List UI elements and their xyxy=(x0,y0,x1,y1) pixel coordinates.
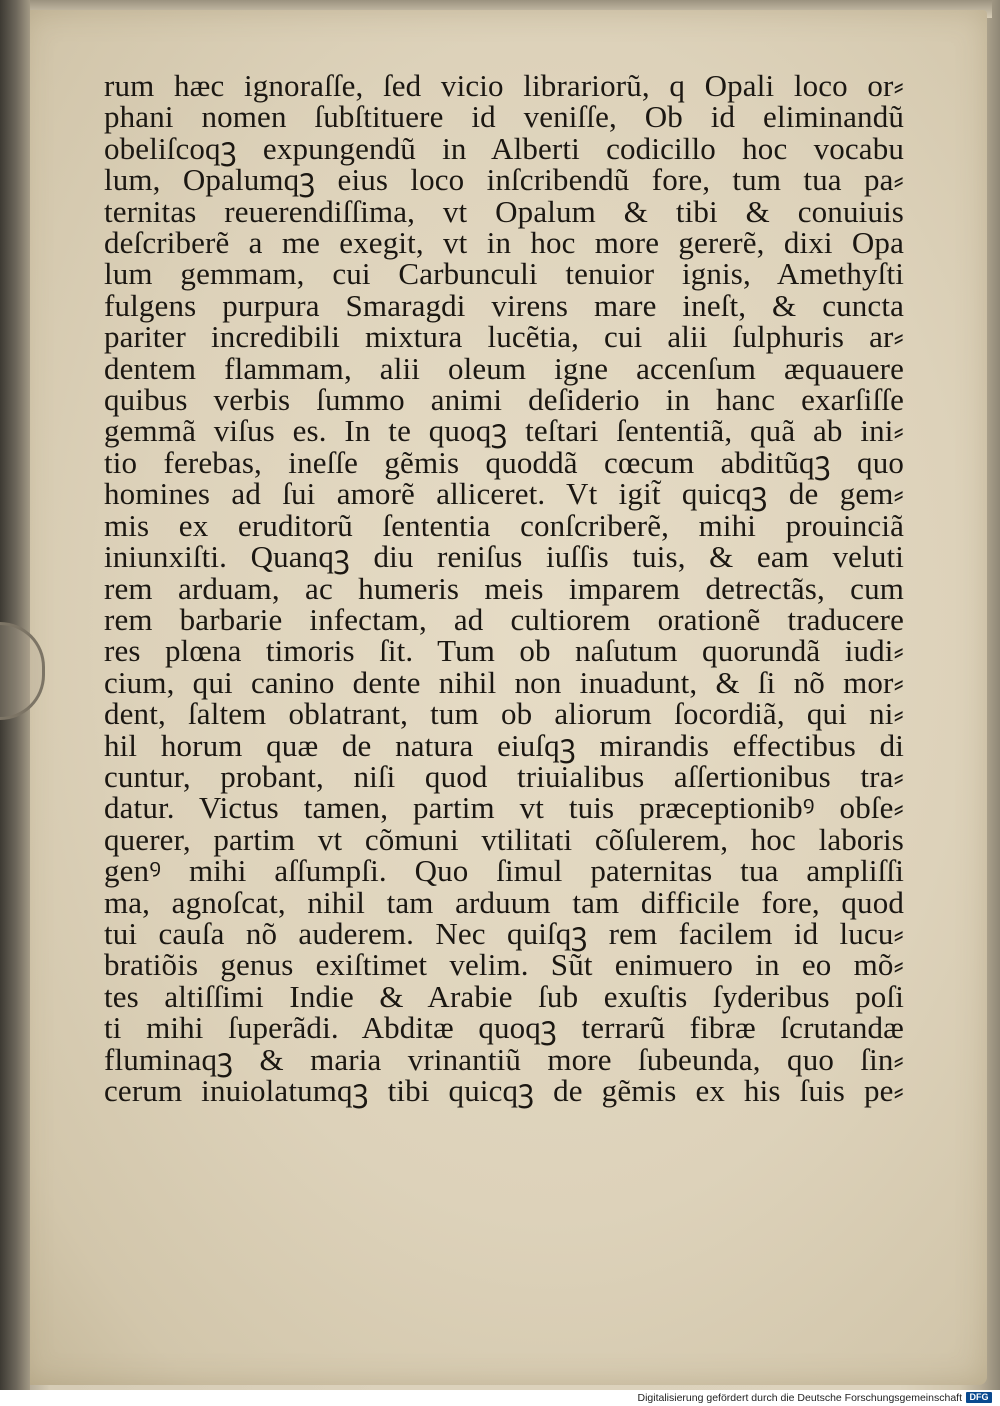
text-line: ti mihi ſuperãdi. Abditæ quoqꝫ terrarũ fibræ ſcrutandæ xyxy=(104,1010,904,1046)
footer-bar xyxy=(0,1390,1000,1406)
text-line: querer, partim vt cõmuni vtilitati cõſulerem, hoc laboris xyxy=(104,821,904,857)
text-line: ternitas reuerendiſſima, vt Opalum & tibi & conuiuis xyxy=(104,193,904,229)
text-line: tui cauſa nõ auderem. Nec quiſqꝫ rem facilem id lucu⸗ xyxy=(104,915,904,951)
text-line: fulgens purpura Smaragdi virens mare ineſt, & cuncta xyxy=(104,287,904,323)
text-line: ma, agnoſcat, nihil tam arduum tam difficile fore, quod xyxy=(104,884,904,920)
text-line: rem barbarie infectam, ad cultiorem orationẽ traducere xyxy=(104,601,904,637)
text-line: hil horum quæ de natura eiuſqꝫ mirandis effectibus di xyxy=(104,727,904,763)
text-line: quibus verbis ſummo animi deſiderio in hanc exarſiſſe xyxy=(104,382,904,418)
text-line: lum, Opalumqꝫ eius loco inſcribendũ fore, tum tua pa⸗ xyxy=(104,162,904,198)
text-line: cium, qui canino dente nihil non inuadunt, & ſi nõ mor⸗ xyxy=(104,664,904,700)
dfg-logo: DFG xyxy=(966,1392,992,1403)
text-line: deſcriberẽ a me exegit, vt in hoc more gererẽ, dixi Opa xyxy=(104,225,904,261)
text-line: homines ad ſui amorẽ alliceret. Vt igit̃ quicqꝫ de gem⸗ xyxy=(104,476,904,512)
text-line: rum hæc ignoraſſe, ſed vicio librariorũ, q Opali loco or⸗ xyxy=(104,68,904,103)
text-line: tio ferebas, ineſſe gẽmis quoddã cœcum abditũqꝫ quo xyxy=(104,444,904,480)
text-line: tes altiſſimi Indie & Arabie ſub exuſtis ſyderibus poſi xyxy=(104,978,904,1014)
text-line: datur. Victus tamen, partim vt tuis præceptionibꝰ obſe⸗ xyxy=(104,790,904,826)
text-line: cuntur, probant, niſi quod triuialibus aſſertionibus tra⸗ xyxy=(104,758,904,794)
text-line: res plœna timoris ſit. Tum ob naſutum quorundã iudi⸗ xyxy=(104,633,904,669)
text-line: cerum inuiolatumqꝫ tibi quicqꝫ de gẽmis ex his ſuis pe⸗ xyxy=(104,1073,904,1108)
text-line: obeliſcoqꝫ expungendũ in Alberti codicillo hoc vocabu xyxy=(104,130,904,166)
text-line: genꝰ mihi aſſumpſi. Quo ſimul paternitas tua ampliſſi xyxy=(104,853,904,889)
text-line: mis ex eruditorũ ſententia conſcriberẽ, mihi prouinciã xyxy=(104,507,904,543)
text-line: phani nomen ſubſtituere id veniſſe, Ob id eliminandũ xyxy=(104,99,904,135)
text-line: dent, ſaltem oblatrant, tum ob aliorum ſocordiã, qui ni⸗ xyxy=(104,696,904,732)
text-line: pariter incredibili mixtura lucẽtia, cui alii ſulphuris ar⸗ xyxy=(104,319,904,355)
text-line: rem arduam, ac humeris meis imparem detrectãs, cum xyxy=(104,570,904,606)
text-line: bratiõis genus exiſtimet velim. Sũt enimuero in eo mõ⸗ xyxy=(104,947,904,983)
text-line: iniunxiſti. Quanqꝫ diu reniſus iuſſis tuis, & eam veluti xyxy=(104,539,904,575)
text-line: dentem flammam, alii oleum igne accenſum æquauere xyxy=(104,350,904,386)
text-line: fluminaqꝫ & maria vrinantiũ more ſubeunda, quo ſin⸗ xyxy=(104,1041,904,1077)
text-line: lum gemmam, cui Carbunculi tenuior ignis, Amethyſti xyxy=(104,256,904,292)
funding-credit: Digitalisierung gefördert durch die Deutsche Forschungsgemeinschaft xyxy=(637,1392,962,1404)
text-line: gemmã viſus es. In te quoqꝫ teſtari ſententiã, quã ab ini⸗ xyxy=(104,413,904,449)
page-text-block xyxy=(104,70,904,1106)
